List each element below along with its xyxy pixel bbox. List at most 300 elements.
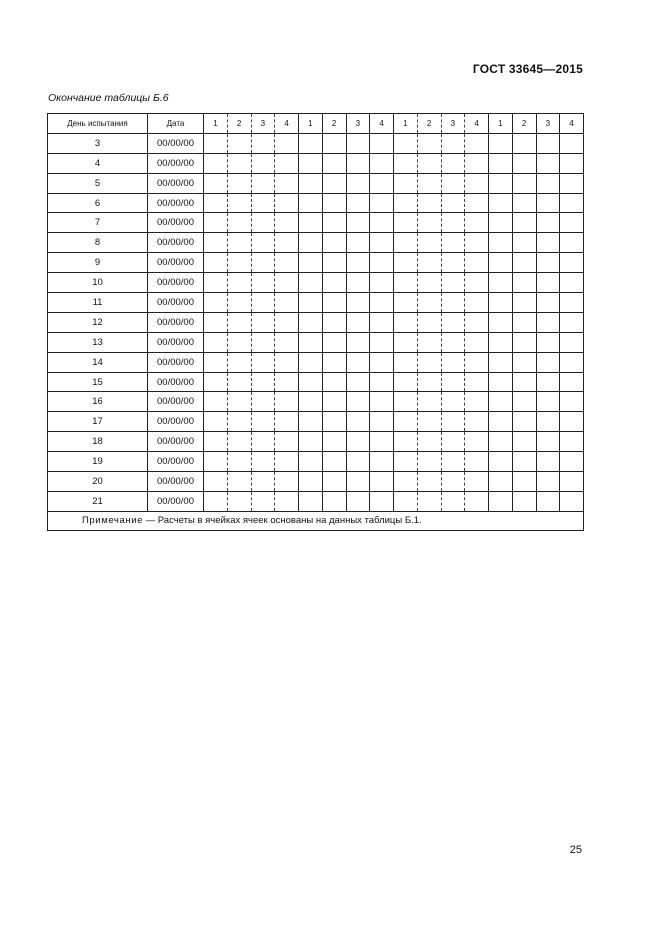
- empty-cell: [299, 233, 323, 253]
- empty-cell: [322, 312, 346, 332]
- empty-cell: [417, 193, 441, 213]
- column-header-group: 2: [322, 114, 346, 134]
- empty-cell: [370, 352, 394, 372]
- empty-cell: [227, 233, 251, 253]
- empty-cell: [441, 432, 465, 452]
- table-note: [48, 511, 584, 530]
- empty-cell: [394, 193, 418, 213]
- table-row: [48, 352, 584, 372]
- empty-cell: [251, 472, 275, 492]
- empty-cell: [346, 491, 370, 511]
- empty-cell: [417, 352, 441, 372]
- empty-cell: [251, 372, 275, 392]
- empty-cell: [251, 392, 275, 412]
- empty-cell: [251, 293, 275, 313]
- date-cell: 00/00/00: [148, 491, 204, 511]
- empty-cell: [489, 372, 513, 392]
- empty-cell: [204, 213, 228, 233]
- date-cell: 00/00/00: [148, 352, 204, 372]
- empty-cell: [489, 253, 513, 273]
- empty-cell: [512, 173, 536, 193]
- empty-cell: [346, 153, 370, 173]
- empty-cell: [370, 392, 394, 412]
- empty-cell: [560, 293, 584, 313]
- empty-cell: [227, 293, 251, 313]
- empty-cell: [489, 392, 513, 412]
- empty-cell: [512, 472, 536, 492]
- empty-cell: [275, 312, 299, 332]
- empty-cell: [370, 332, 394, 352]
- empty-cell: [417, 133, 441, 153]
- empty-cell: [417, 452, 441, 472]
- empty-cell: [227, 253, 251, 273]
- empty-cell: [370, 213, 394, 233]
- empty-cell: [417, 412, 441, 432]
- empty-cell: [322, 253, 346, 273]
- empty-cell: [370, 372, 394, 392]
- empty-cell: [417, 253, 441, 273]
- column-header-group: 1: [489, 114, 513, 134]
- empty-cell: [251, 491, 275, 511]
- empty-cell: [512, 273, 536, 293]
- empty-cell: [394, 273, 418, 293]
- day-cell: 17: [48, 412, 148, 432]
- empty-cell: [441, 372, 465, 392]
- empty-cell: [346, 193, 370, 213]
- empty-cell: [489, 332, 513, 352]
- table-row: [48, 253, 584, 273]
- empty-cell: [465, 233, 489, 253]
- empty-cell: [512, 452, 536, 472]
- empty-cell: [441, 233, 465, 253]
- day-cell: 20: [48, 472, 148, 492]
- empty-cell: [227, 472, 251, 492]
- empty-cell: [465, 312, 489, 332]
- empty-cell: [560, 153, 584, 173]
- day-cell: 21: [48, 491, 148, 511]
- day-cell: 10: [48, 273, 148, 293]
- empty-cell: [346, 412, 370, 432]
- empty-cell: [322, 412, 346, 432]
- empty-cell: [370, 312, 394, 332]
- empty-cell: [346, 233, 370, 253]
- empty-cell: [227, 133, 251, 153]
- column-header-group: 3: [251, 114, 275, 134]
- table-row: [48, 452, 584, 472]
- empty-cell: [370, 133, 394, 153]
- empty-cell: [465, 472, 489, 492]
- column-header-group: 3: [441, 114, 465, 134]
- empty-cell: [346, 293, 370, 313]
- empty-cell: [394, 491, 418, 511]
- empty-cell: [275, 432, 299, 452]
- empty-cell: [204, 412, 228, 432]
- empty-cell: [536, 133, 560, 153]
- date-cell: 00/00/00: [148, 332, 204, 352]
- empty-cell: [536, 352, 560, 372]
- empty-cell: [465, 173, 489, 193]
- empty-cell: [417, 173, 441, 193]
- empty-cell: [512, 133, 536, 153]
- empty-cell: [465, 213, 489, 233]
- empty-cell: [322, 133, 346, 153]
- empty-cell: [227, 213, 251, 233]
- empty-cell: [227, 491, 251, 511]
- empty-cell: [275, 173, 299, 193]
- empty-cell: [370, 432, 394, 452]
- empty-cell: [441, 312, 465, 332]
- empty-cell: [465, 372, 489, 392]
- empty-cell: [441, 332, 465, 352]
- day-cell: 7: [48, 213, 148, 233]
- empty-cell: [299, 193, 323, 213]
- empty-cell: [536, 432, 560, 452]
- table-row: [48, 472, 584, 492]
- empty-cell: [489, 312, 513, 332]
- empty-cell: [417, 472, 441, 492]
- empty-cell: [536, 412, 560, 432]
- empty-cell: [512, 352, 536, 372]
- empty-cell: [275, 193, 299, 213]
- empty-cell: [417, 312, 441, 332]
- empty-cell: [489, 153, 513, 173]
- empty-cell: [441, 133, 465, 153]
- empty-cell: [536, 452, 560, 472]
- empty-cell: [204, 273, 228, 293]
- empty-cell: [465, 153, 489, 173]
- empty-cell: [536, 233, 560, 253]
- empty-cell: [346, 133, 370, 153]
- empty-cell: [536, 173, 560, 193]
- table-caption: Окончание таблицы Б.6: [48, 92, 169, 104]
- empty-cell: [204, 432, 228, 452]
- empty-cell: [227, 173, 251, 193]
- empty-cell: [275, 332, 299, 352]
- empty-cell: [299, 452, 323, 472]
- empty-cell: [512, 392, 536, 412]
- empty-cell: [322, 372, 346, 392]
- empty-cell: [275, 293, 299, 313]
- empty-cell: [346, 392, 370, 412]
- empty-cell: [489, 133, 513, 153]
- empty-cell: [512, 153, 536, 173]
- empty-cell: [299, 352, 323, 372]
- empty-cell: [227, 352, 251, 372]
- empty-cell: [299, 472, 323, 492]
- empty-cell: [489, 432, 513, 452]
- empty-cell: [251, 173, 275, 193]
- empty-cell: [299, 312, 323, 332]
- empty-cell: [227, 312, 251, 332]
- column-header-group: 2: [417, 114, 441, 134]
- empty-cell: [560, 173, 584, 193]
- empty-cell: [204, 491, 228, 511]
- empty-cell: [322, 153, 346, 173]
- empty-cell: [560, 133, 584, 153]
- empty-cell: [489, 452, 513, 472]
- empty-cell: [512, 432, 536, 452]
- empty-cell: [299, 273, 323, 293]
- empty-cell: [394, 213, 418, 233]
- column-header-group: 1: [204, 114, 228, 134]
- empty-cell: [251, 213, 275, 233]
- empty-cell: [394, 173, 418, 193]
- empty-cell: [370, 173, 394, 193]
- table-row: [48, 491, 584, 511]
- date-cell: 00/00/00: [148, 193, 204, 213]
- empty-cell: [536, 213, 560, 233]
- empty-cell: [370, 233, 394, 253]
- empty-cell: [204, 392, 228, 412]
- empty-cell: [512, 233, 536, 253]
- empty-cell: [560, 253, 584, 273]
- empty-cell: [465, 273, 489, 293]
- empty-cell: [275, 452, 299, 472]
- empty-cell: [441, 472, 465, 492]
- empty-cell: [417, 293, 441, 313]
- empty-cell: [299, 133, 323, 153]
- empty-cell: [346, 332, 370, 352]
- note-row: [48, 511, 584, 530]
- empty-cell: [346, 432, 370, 452]
- empty-cell: [204, 352, 228, 372]
- day-cell: 5: [48, 173, 148, 193]
- table-row: [48, 213, 584, 233]
- date-cell: 00/00/00: [148, 153, 204, 173]
- empty-cell: [394, 293, 418, 313]
- empty-cell: [204, 133, 228, 153]
- empty-cell: [465, 452, 489, 472]
- empty-cell: [370, 491, 394, 511]
- empty-cell: [299, 213, 323, 233]
- empty-cell: [227, 273, 251, 293]
- empty-cell: [560, 352, 584, 372]
- empty-cell: [204, 193, 228, 213]
- empty-cell: [441, 253, 465, 273]
- empty-cell: [560, 392, 584, 412]
- empty-cell: [346, 273, 370, 293]
- day-cell: 13: [48, 332, 148, 352]
- empty-cell: [204, 312, 228, 332]
- date-cell: 00/00/00: [148, 173, 204, 193]
- empty-cell: [560, 372, 584, 392]
- empty-cell: [512, 372, 536, 392]
- empty-cell: [536, 372, 560, 392]
- empty-cell: [299, 432, 323, 452]
- table-row: [48, 392, 584, 412]
- empty-cell: [227, 452, 251, 472]
- empty-cell: [204, 293, 228, 313]
- empty-cell: [370, 472, 394, 492]
- empty-cell: [204, 332, 228, 352]
- empty-cell: [251, 233, 275, 253]
- empty-cell: [394, 352, 418, 372]
- table-row: [48, 273, 584, 293]
- empty-cell: [322, 173, 346, 193]
- empty-cell: [204, 372, 228, 392]
- empty-cell: [489, 193, 513, 213]
- empty-cell: [322, 472, 346, 492]
- empty-cell: [227, 412, 251, 432]
- empty-cell: [275, 352, 299, 372]
- empty-cell: [299, 253, 323, 273]
- empty-cell: [251, 193, 275, 213]
- empty-cell: [465, 253, 489, 273]
- empty-cell: [275, 392, 299, 412]
- empty-cell: [394, 412, 418, 432]
- empty-cell: [417, 332, 441, 352]
- empty-cell: [299, 372, 323, 392]
- empty-cell: [251, 153, 275, 173]
- empty-cell: [441, 293, 465, 313]
- empty-cell: [322, 352, 346, 372]
- empty-cell: [536, 392, 560, 412]
- date-cell: 00/00/00: [148, 432, 204, 452]
- empty-cell: [560, 412, 584, 432]
- empty-cell: [204, 253, 228, 273]
- empty-cell: [560, 452, 584, 472]
- empty-cell: [465, 193, 489, 213]
- column-header-group: 3: [346, 114, 370, 134]
- empty-cell: [251, 332, 275, 352]
- empty-cell: [275, 472, 299, 492]
- empty-cell: [275, 412, 299, 432]
- empty-cell: [489, 491, 513, 511]
- empty-cell: [322, 491, 346, 511]
- empty-cell: [394, 392, 418, 412]
- empty-cell: [465, 332, 489, 352]
- note-label: Примечание: [82, 515, 143, 527]
- empty-cell: [394, 233, 418, 253]
- column-header-group: 1: [299, 114, 323, 134]
- empty-cell: [299, 153, 323, 173]
- empty-cell: [441, 193, 465, 213]
- column-header-group: 4: [275, 114, 299, 134]
- empty-cell: [394, 253, 418, 273]
- empty-cell: [322, 293, 346, 313]
- empty-cell: [204, 233, 228, 253]
- empty-cell: [417, 153, 441, 173]
- day-cell: 3: [48, 133, 148, 153]
- column-header-group: 4: [370, 114, 394, 134]
- standard-designation: ГОСТ 33645—2015: [472, 62, 583, 76]
- table-row: [48, 372, 584, 392]
- empty-cell: [560, 472, 584, 492]
- day-cell: 8: [48, 233, 148, 253]
- empty-cell: [370, 452, 394, 472]
- date-cell: 00/00/00: [148, 213, 204, 233]
- table-row: [48, 432, 584, 452]
- empty-cell: [560, 193, 584, 213]
- empty-cell: [227, 332, 251, 352]
- empty-cell: [512, 312, 536, 332]
- table-row: [48, 293, 584, 313]
- date-cell: 00/00/00: [148, 472, 204, 492]
- empty-cell: [275, 153, 299, 173]
- empty-cell: [346, 472, 370, 492]
- empty-cell: [465, 133, 489, 153]
- empty-cell: [370, 273, 394, 293]
- day-cell: 4: [48, 153, 148, 173]
- empty-cell: [227, 392, 251, 412]
- empty-cell: [417, 213, 441, 233]
- empty-cell: [346, 213, 370, 233]
- data-table: [47, 113, 584, 531]
- empty-cell: [346, 352, 370, 372]
- empty-cell: [251, 352, 275, 372]
- day-cell: 19: [48, 452, 148, 472]
- empty-cell: [204, 153, 228, 173]
- day-cell: 6: [48, 193, 148, 213]
- empty-cell: [251, 412, 275, 432]
- empty-cell: [299, 173, 323, 193]
- empty-cell: [512, 332, 536, 352]
- date-cell: 00/00/00: [148, 273, 204, 293]
- empty-cell: [489, 293, 513, 313]
- empty-cell: [417, 432, 441, 452]
- empty-cell: [370, 293, 394, 313]
- empty-cell: [299, 392, 323, 412]
- table-row: [48, 193, 584, 213]
- empty-cell: [441, 213, 465, 233]
- empty-cell: [417, 233, 441, 253]
- day-cell: 18: [48, 432, 148, 452]
- empty-cell: [346, 253, 370, 273]
- table-row: [48, 412, 584, 432]
- empty-cell: [512, 491, 536, 511]
- date-cell: 00/00/00: [148, 133, 204, 153]
- empty-cell: [417, 372, 441, 392]
- empty-cell: [512, 293, 536, 313]
- empty-cell: [441, 452, 465, 472]
- empty-cell: [536, 193, 560, 213]
- empty-cell: [489, 213, 513, 233]
- empty-cell: [322, 432, 346, 452]
- empty-cell: [441, 273, 465, 293]
- empty-cell: [370, 412, 394, 432]
- empty-cell: [322, 233, 346, 253]
- empty-cell: [322, 332, 346, 352]
- empty-cell: [322, 213, 346, 233]
- table-row: [48, 233, 584, 253]
- column-header-group: 2: [227, 114, 251, 134]
- empty-cell: [251, 133, 275, 153]
- empty-cell: [251, 253, 275, 273]
- empty-cell: [512, 213, 536, 233]
- empty-cell: [346, 312, 370, 332]
- empty-cell: [465, 412, 489, 432]
- date-cell: 00/00/00: [148, 372, 204, 392]
- empty-cell: [536, 491, 560, 511]
- empty-cell: [441, 173, 465, 193]
- empty-cell: [560, 312, 584, 332]
- day-cell: 11: [48, 293, 148, 313]
- empty-cell: [299, 293, 323, 313]
- empty-cell: [417, 392, 441, 412]
- empty-cell: [227, 432, 251, 452]
- column-header-date: Дата: [148, 114, 204, 134]
- empty-cell: [346, 173, 370, 193]
- date-cell: 00/00/00: [148, 392, 204, 412]
- empty-cell: [560, 213, 584, 233]
- column-header-group: 1: [394, 114, 418, 134]
- empty-cell: [227, 372, 251, 392]
- empty-cell: [322, 193, 346, 213]
- date-cell: 00/00/00: [148, 253, 204, 273]
- empty-cell: [299, 412, 323, 432]
- column-header-group: 4: [465, 114, 489, 134]
- empty-cell: [204, 173, 228, 193]
